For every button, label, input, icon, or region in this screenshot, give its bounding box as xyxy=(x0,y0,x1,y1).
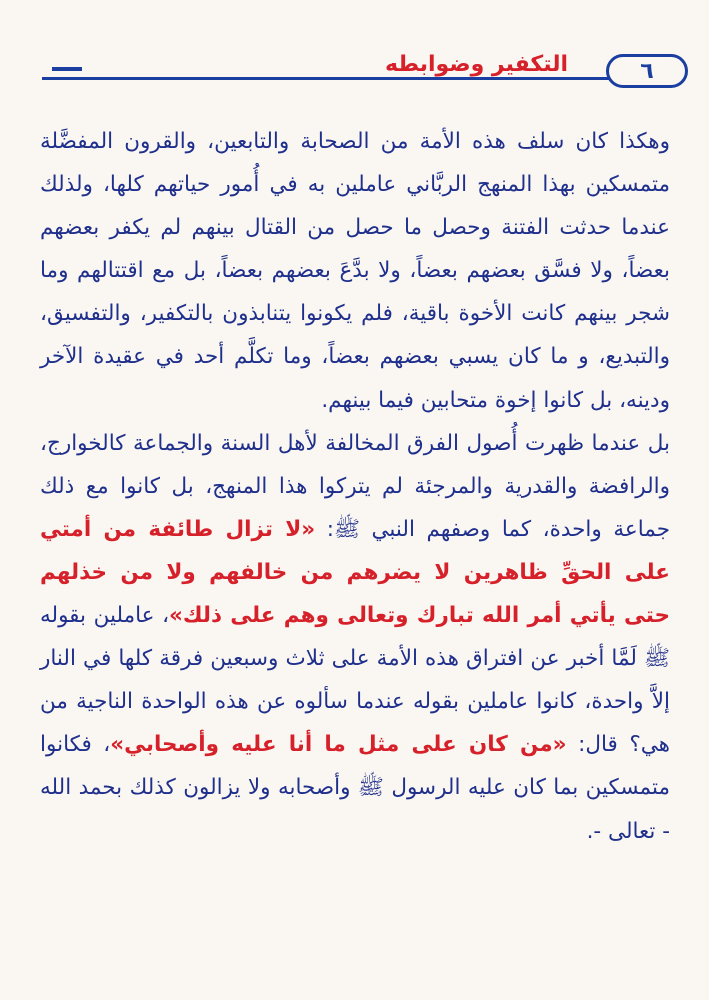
header-rule xyxy=(42,77,610,80)
paragraph-2 xyxy=(40,422,670,853)
paragraph-2-text-c: ، فكانوا متمسكين بما كان عليه الرسول ﷺ وأصحابه ولا يزالون كذلك بحمد الله - تعالى -. xyxy=(40,732,670,844)
hadith-quote-1: «لا تزال طائفة من أمتي على الحقِّ ظاهرين لا يضرهم من خالفهم ولا من خذلهم حتى يأتي أمر الله تبارك وتعالى وهم على ذلك» xyxy=(40,516,670,629)
paragraph-1-text: وهكذا كان سلف هذه الأمة من الصحابة والتابعين، والقرون المفضَّلة متمسكين بهذا المنهج الربَّاني عاملين به في أُمور حياتهم كلها، ولذلك عندما حدثت الفتنة وحصل ما حصل من القتال بينهم لم يكفر بعضهم بعضاً، ولا فسَّق بعضهم بعضاً، ولا بدَّعَ بعضهم بعضاً، بل مع اقتتالهم وما شجر بينهم كانت الأخوة باقية، فلم يكونوا يتنابذون بالتكفير، والتفسيق، والتبديع، و ما كان يسبي بعضهم بعضاً، وما تكلَّم أحد في عقيدة الآخر ودينه، بل كانوا إخوة متحابين فيما بينهم. xyxy=(40,129,670,413)
header-dash xyxy=(52,67,82,71)
hadith-quote-2: «من كان على مثل ما أنا عليه وأصحابي» xyxy=(110,732,567,758)
paragraph-2-text-a: بل عندما ظهرت أُصول الفرق المخالفة لأهل السنة والجماعة كالخوارج، والرافضة والقدرية والمرجئة لم يتركوا هذا المنهج، بل كانوا مع ذلك جماعة واحدة، كما وصفهم النبي ﷺ: xyxy=(40,430,670,542)
body-text xyxy=(40,120,670,853)
book-title: التكفير وضوابطه xyxy=(375,52,578,77)
page-number: ٦ xyxy=(606,54,688,88)
page-header xyxy=(20,52,688,92)
paragraph-2-text-b: ، عاملين بقوله ﷺ لَمَّا أخبر عن افتراق هذه الأمة على ثلاث وسبعين فرقة كلها في النار إلاَّ واحدة، كانوا عاملين بقوله عندما سألوه عن هذه الواحدة الناجية من هي؟ قال: xyxy=(40,603,670,758)
paragraph-1 xyxy=(40,120,670,422)
